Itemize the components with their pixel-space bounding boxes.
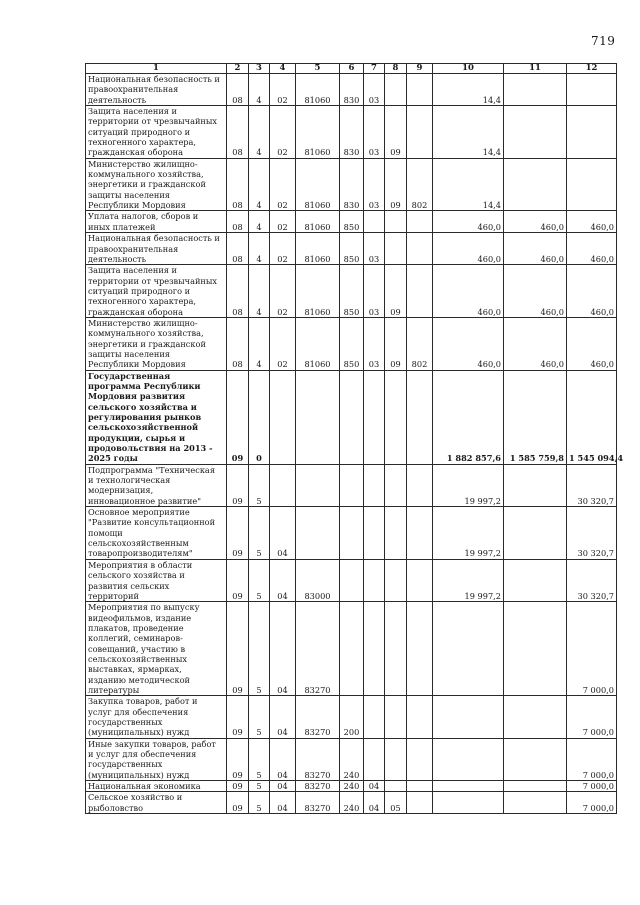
amount-cell-c12: 460,0 [567,211,617,233]
code-cell-c7 [364,602,385,696]
code-cell-c6: 850 [340,233,364,265]
code-cell-c5 [296,507,340,560]
code-cell-c6 [340,464,364,506]
table-row [86,559,617,601]
code-cell-c8 [385,74,407,106]
column-header-3: 3 [249,64,270,74]
code-cell-c7: 04 [364,792,385,814]
code-cell-c4: 02 [270,158,296,211]
amount-cell-c11: 460,0 [504,211,567,233]
amount-cell-c10: 19 997,2 [433,464,504,506]
code-cell-c4 [270,370,296,464]
code-cell-c8 [385,559,407,601]
code-cell-c2: 09 [227,602,249,696]
code-cell-c9 [407,559,433,601]
code-cell-c6: 240 [340,738,364,780]
code-cell-c3: 4 [249,233,270,265]
code-cell-c2: 08 [227,211,249,233]
amount-cell-c11 [504,464,567,506]
code-cell-c8: 09 [385,158,407,211]
code-cell-c2: 09 [227,370,249,464]
table-row [86,738,617,780]
budget-table [85,63,624,814]
code-cell-c4: 04 [270,792,296,814]
code-cell-c3: 5 [249,696,270,738]
code-cell-c3: 4 [249,265,270,318]
table-row [86,602,617,696]
amount-cell-c10 [433,781,504,792]
code-cell-c6: 850 [340,317,364,370]
amount-cell-c12 [567,74,617,106]
code-cell-c2: 09 [227,507,249,560]
code-cell-c5: 83270 [296,781,340,792]
code-cell-c8 [385,507,407,560]
code-cell-c3: 5 [249,792,270,814]
code-cell-c8: 09 [385,265,407,318]
code-cell-c2: 08 [227,106,249,159]
amount-cell-c11 [504,559,567,601]
code-cell-c6 [340,602,364,696]
amount-cell-c10 [433,792,504,814]
code-cell-c3: 4 [249,317,270,370]
code-cell-c3: 4 [249,106,270,159]
code-cell-c9: 802 [407,158,433,211]
amount-cell-c11 [504,602,567,696]
code-cell-c4 [270,464,296,506]
code-cell-c2: 09 [227,792,249,814]
amount-cell-c12: 460,0 [567,233,617,265]
code-cell-c7 [364,559,385,601]
code-cell-c4: 04 [270,602,296,696]
amount-cell-c11 [504,696,567,738]
amount-cell-c11 [504,74,567,106]
amount-cell-c12: 30 320,7 [567,559,617,601]
code-cell-c8 [385,211,407,233]
code-cell-c7: 03 [364,317,385,370]
code-cell-c8 [385,464,407,506]
table-row [86,507,617,560]
column-header-5: 5 [296,64,340,74]
code-cell-c3: 5 [249,602,270,696]
code-cell-c5: 83270 [296,738,340,780]
code-cell-c8 [385,738,407,780]
column-header-2: 2 [227,64,249,74]
code-cell-c2: 08 [227,317,249,370]
code-cell-c8: 09 [385,106,407,159]
amount-cell-c12: 7 000,0 [567,696,617,738]
row-name: Министерство жилищно- коммунального хозяйства, энергетики и гражданской защиты населения Республики Мордовия [86,317,227,370]
amount-cell-c11 [504,106,567,159]
code-cell-c5: 81060 [296,265,340,318]
code-cell-c5: 83000 [296,559,340,601]
code-cell-c9 [407,233,433,265]
amount-cell-c11 [504,738,567,780]
row-name: Подпрограмма "Техническая и технологическая модернизация, инновационное развитие" [86,464,227,506]
code-cell-c3: 5 [249,559,270,601]
table-row [86,696,617,738]
amount-cell-c12: 1 545 094,4 [567,370,617,464]
code-cell-c6: 240 [340,792,364,814]
table-row [86,74,617,106]
code-cell-c5: 81060 [296,211,340,233]
code-cell-c5 [296,464,340,506]
code-cell-c5: 83270 [296,602,340,696]
table-row [86,233,617,265]
code-cell-c7: 03 [364,158,385,211]
code-cell-c4: 04 [270,559,296,601]
amount-cell-c12: 30 320,7 [567,507,617,560]
amount-cell-c10: 1 882 857,6 [433,370,504,464]
table-row [86,211,617,233]
column-header-10: 10 [433,64,504,74]
code-cell-c7: 03 [364,74,385,106]
table-row [86,317,617,370]
code-cell-c9 [407,106,433,159]
column-header-9: 9 [407,64,433,74]
code-cell-c2: 08 [227,74,249,106]
row-name: Национальная экономика [86,781,227,792]
code-cell-c6: 830 [340,158,364,211]
table-row [86,106,617,159]
table-body [86,74,624,814]
code-cell-c7 [364,696,385,738]
code-cell-c5: 83270 [296,696,340,738]
row-name: Иные закупки товаров, работ и услуг для обеспечения государственных (муниципальных) нужд [86,738,227,780]
code-cell-c2: 08 [227,265,249,318]
row-name: Защита населения и территории от чрезвычайных ситуаций природного и техногенного характера, гражданская оборона [86,106,227,159]
code-cell-c9 [407,781,433,792]
code-cell-c4: 04 [270,738,296,780]
code-cell-c4: 04 [270,507,296,560]
code-cell-c3: 4 [249,74,270,106]
column-header-4: 4 [270,64,296,74]
column-header-1: 1 [86,64,227,74]
code-cell-c8 [385,233,407,265]
code-cell-c8 [385,696,407,738]
code-cell-c6: 830 [340,106,364,159]
code-cell-c7: 03 [364,233,385,265]
row-name: Защита населения и территории от чрезвычайных ситуаций природного и техногенного характера, гражданская оборона [86,265,227,318]
column-header-6: 6 [340,64,364,74]
code-cell-c5: 81060 [296,74,340,106]
amount-cell-c10: 460,0 [433,233,504,265]
table-row [86,781,617,792]
code-cell-c3: 4 [249,211,270,233]
code-cell-c4: 02 [270,265,296,318]
amount-cell-c12 [567,106,617,159]
code-cell-c3: 5 [249,507,270,560]
row-name: Мероприятия в области сельского хозяйства и развития сельских территорий [86,559,227,601]
amount-cell-c10 [433,738,504,780]
code-cell-c8 [385,781,407,792]
amount-cell-c10: 19 997,2 [433,507,504,560]
amount-cell-c10 [433,602,504,696]
amount-cell-c11: 460,0 [504,317,567,370]
code-cell-c4: 02 [270,211,296,233]
amount-cell-c12: 7 000,0 [567,602,617,696]
code-cell-c9 [407,370,433,464]
code-cell-c9 [407,464,433,506]
amount-cell-c12: 7 000,0 [567,781,617,792]
row-name: Основное мероприятие "Развитие консультационной помощи сельскохозяйственным товаропроизводителям" [86,507,227,560]
code-cell-c9 [407,265,433,318]
code-cell-c6: 850 [340,265,364,318]
code-cell-c6: 200 [340,696,364,738]
header-row [86,64,617,74]
code-cell-c4: 02 [270,106,296,159]
code-cell-c5: 81060 [296,317,340,370]
amount-cell-c10: 14,4 [433,158,504,211]
code-cell-c9 [407,507,433,560]
code-cell-c2: 08 [227,233,249,265]
amount-cell-c10: 460,0 [433,265,504,318]
code-cell-c4: 02 [270,233,296,265]
row-name: Сельское хозяйство и рыболовство [86,792,227,814]
code-cell-c7: 03 [364,265,385,318]
amount-cell-c12: 7 000,0 [567,738,617,780]
code-cell-c4: 04 [270,696,296,738]
row-name: Закупка товаров, работ и услуг для обеспечения государственных (муниципальных) нужд [86,696,227,738]
table-row [86,370,617,464]
code-cell-c6 [340,507,364,560]
code-cell-c5: 81060 [296,158,340,211]
amount-cell-c10: 14,4 [433,106,504,159]
code-cell-c7 [364,507,385,560]
amount-cell-c10: 14,4 [433,74,504,106]
code-cell-c9 [407,792,433,814]
code-cell-c3: 5 [249,464,270,506]
code-cell-c6: 240 [340,781,364,792]
code-cell-c2: 09 [227,464,249,506]
code-cell-c7: 04 [364,781,385,792]
code-cell-c6 [340,559,364,601]
amount-cell-c10: 460,0 [433,317,504,370]
amount-cell-c12 [567,158,617,211]
code-cell-c8: 05 [385,792,407,814]
code-cell-c9 [407,602,433,696]
code-cell-c6: 850 [340,211,364,233]
code-cell-c3: 5 [249,738,270,780]
code-cell-c7 [364,738,385,780]
table-row [86,464,617,506]
row-name: Министерство жилищно- коммунального хозяйства, энергетики и гражданской защиты населения Республики Мордовия [86,158,227,211]
amount-cell-c12: 460,0 [567,265,617,318]
table-row [86,792,617,814]
column-header-8: 8 [385,64,407,74]
code-cell-c8 [385,370,407,464]
code-cell-c9: 802 [407,317,433,370]
code-cell-c9 [407,74,433,106]
code-cell-c4: 02 [270,74,296,106]
code-cell-c7 [364,370,385,464]
code-cell-c2: 09 [227,738,249,780]
code-cell-c7: 03 [364,106,385,159]
code-cell-c6: 830 [340,74,364,106]
code-cell-c5: 83270 [296,792,340,814]
amount-cell-c10: 19 997,2 [433,559,504,601]
code-cell-c3: 4 [249,158,270,211]
table-row [86,158,617,211]
code-cell-c9 [407,211,433,233]
table-row [86,265,617,318]
code-cell-c3: 0 [249,370,270,464]
row-name: Национальная безопасность и правоохранительная деятельность [86,233,227,265]
column-header-11: 11 [504,64,567,74]
code-cell-c4: 04 [270,781,296,792]
code-cell-c5 [296,370,340,464]
code-cell-c3: 5 [249,781,270,792]
row-name: Мероприятия по выпуску видеофильмов, издание плакатов, проведение коллегий, семинаров- совещаний, участию в сельскохозяйственных выставках, ярмарках, изданию методической литературы [86,602,227,696]
amount-cell-c10 [433,696,504,738]
code-cell-c5: 81060 [296,106,340,159]
code-cell-c8: 09 [385,317,407,370]
column-header-7: 7 [364,64,385,74]
page-number: 719 [591,34,616,48]
code-cell-c2: 09 [227,696,249,738]
row-name: Национальная безопасность и правоохранительная деятельность [86,74,227,106]
amount-cell-c11 [504,792,567,814]
code-cell-c9 [407,696,433,738]
amount-cell-c11: 1 585 759,8 [504,370,567,464]
code-cell-c7 [364,464,385,506]
code-cell-c9 [407,738,433,780]
amount-cell-c11 [504,507,567,560]
code-cell-c2: 09 [227,559,249,601]
column-header-12: 12 [567,64,617,74]
amount-cell-c10: 460,0 [433,211,504,233]
amount-cell-c12: 30 320,7 [567,464,617,506]
code-cell-c2: 09 [227,781,249,792]
amount-cell-c11 [504,781,567,792]
code-cell-c6 [340,370,364,464]
code-cell-c4: 02 [270,317,296,370]
amount-cell-c11 [504,158,567,211]
amount-cell-c12: 460,0 [567,317,617,370]
amount-cell-c12: 7 000,0 [567,792,617,814]
code-cell-c2: 08 [227,158,249,211]
row-name: Государственная программа Республики Мордовия развития сельского хозяйства и регулирования рынков сельскохозяйственной продукции, сырья и продовольствия на 2013 - 2025 годы [86,370,227,464]
code-cell-c7 [364,211,385,233]
amount-cell-c11: 460,0 [504,265,567,318]
amount-cell-c11: 460,0 [504,233,567,265]
row-name: Уплата налогов, сборов и иных платежей [86,211,227,233]
code-cell-c5: 81060 [296,233,340,265]
code-cell-c8 [385,602,407,696]
